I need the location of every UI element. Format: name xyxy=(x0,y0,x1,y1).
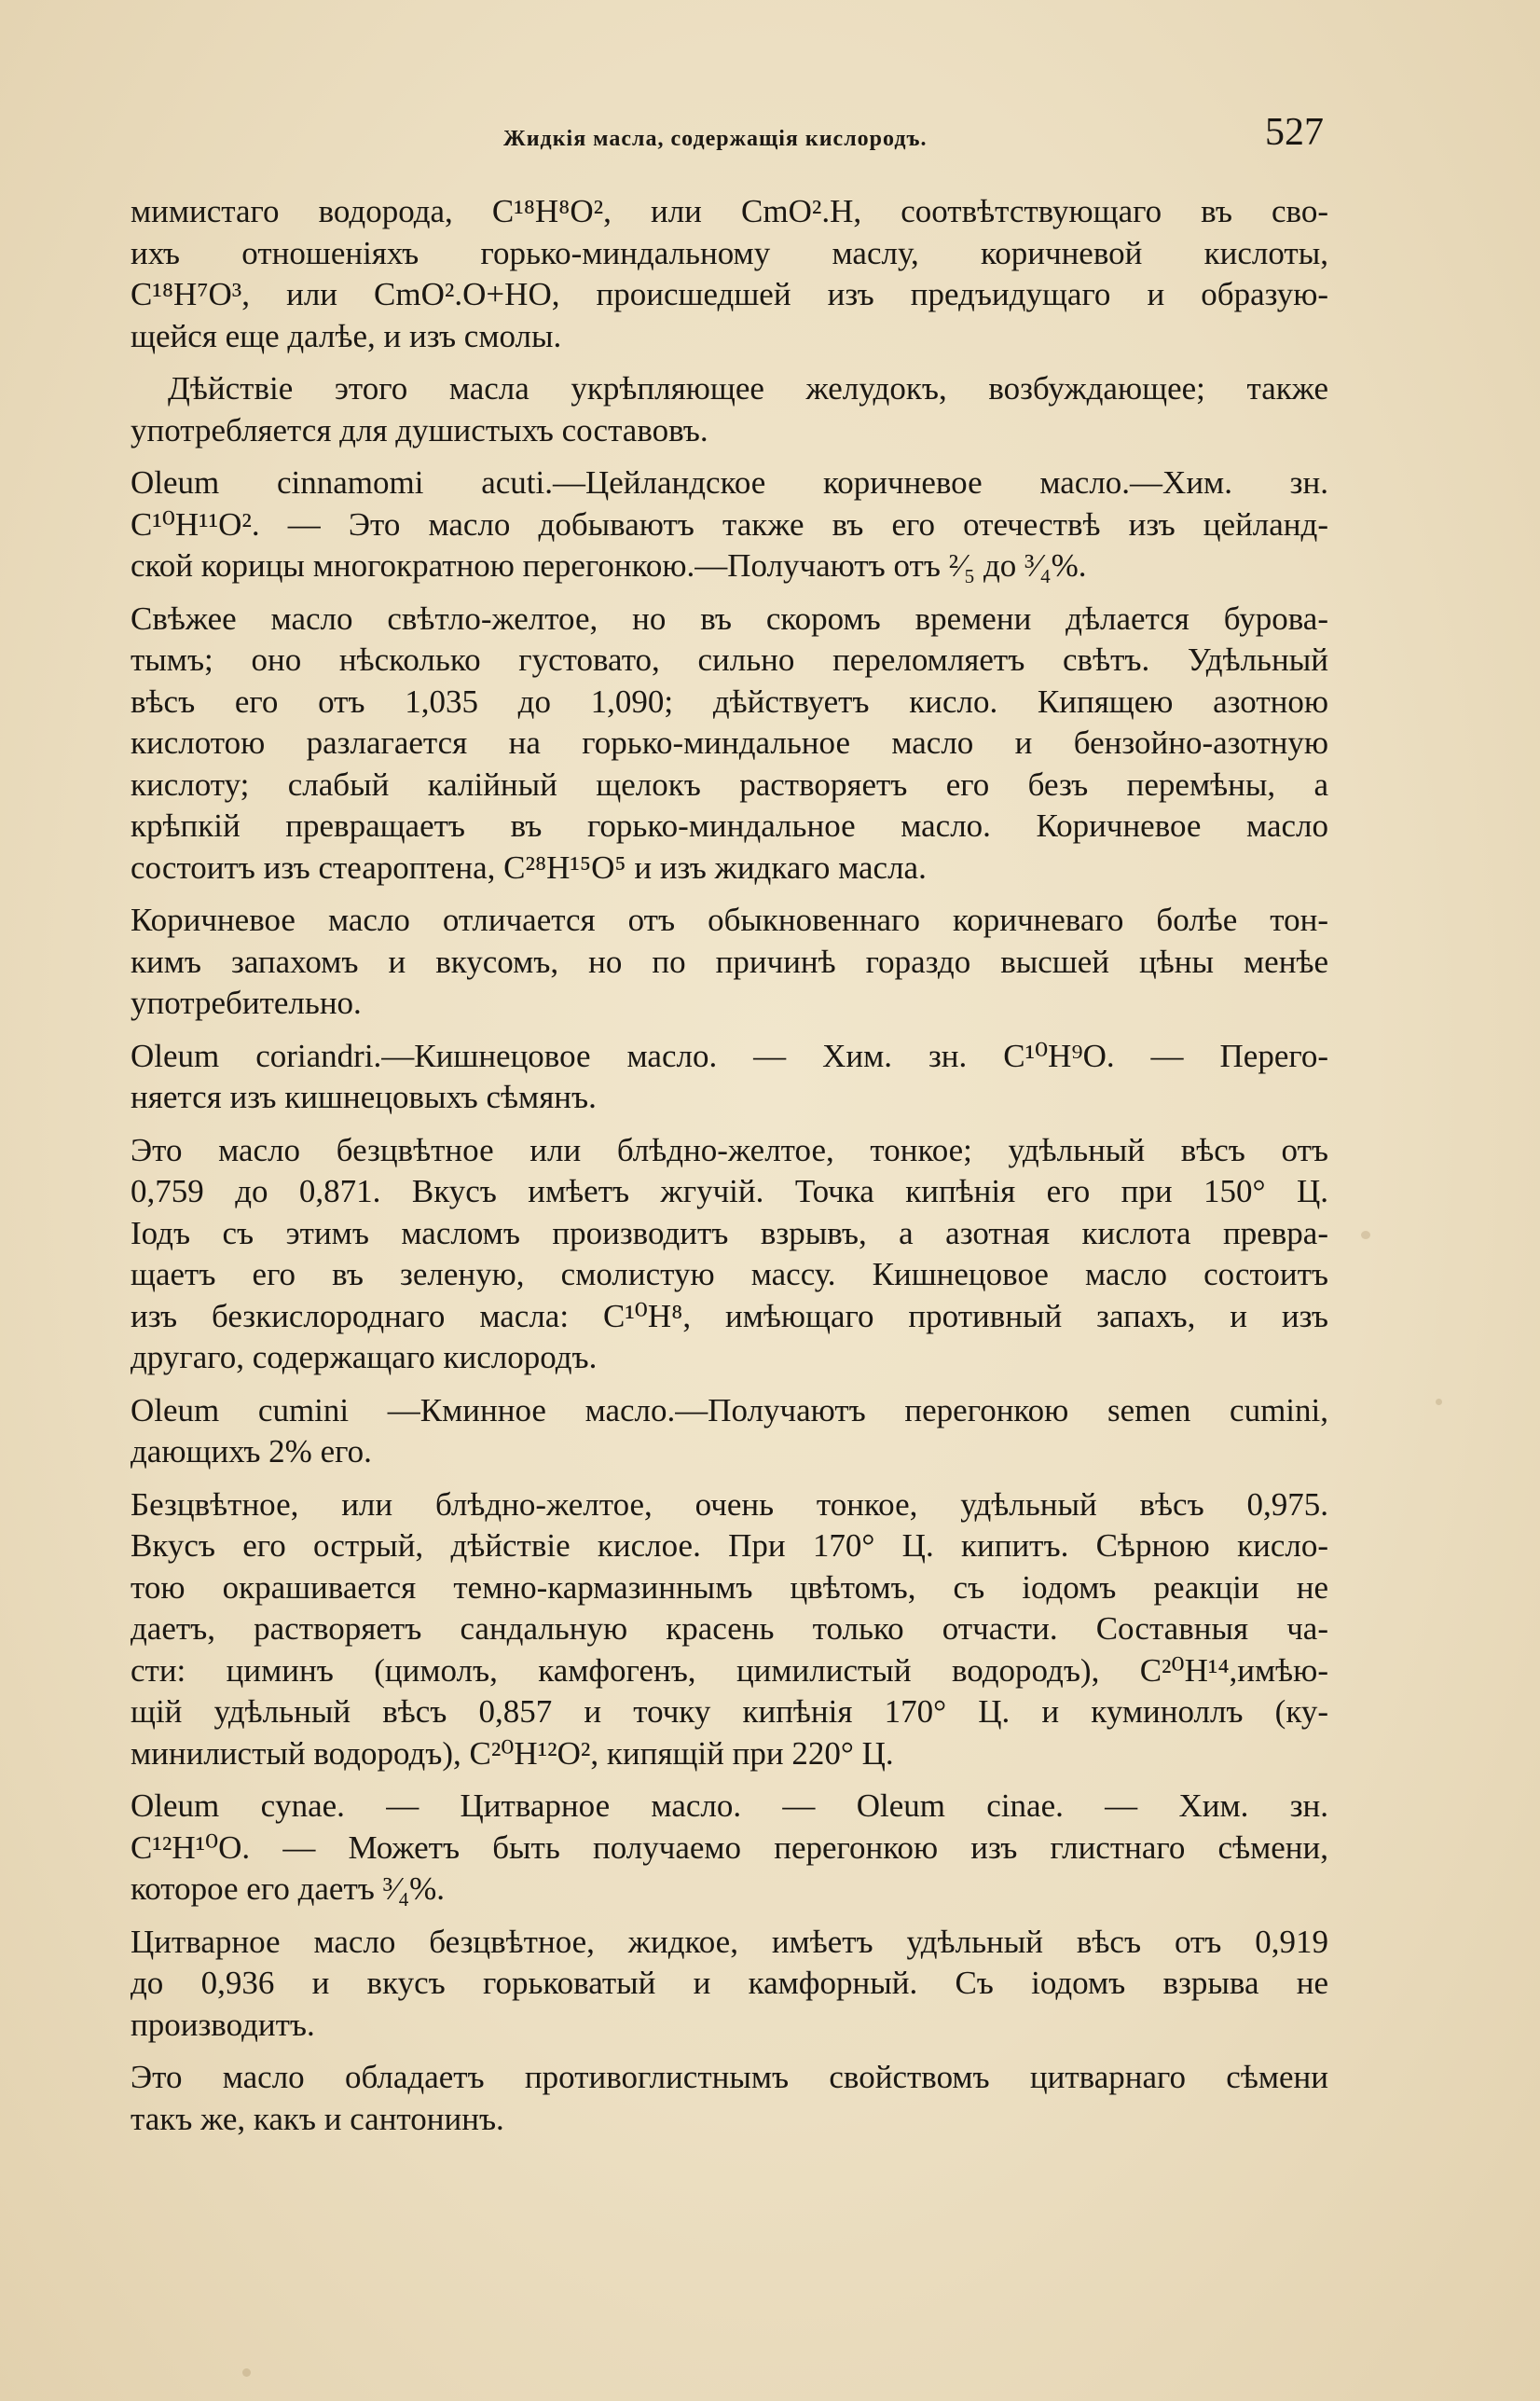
text-line: C¹⁸H⁷O³, или CmO².O+HO, происшедшей изъ предъидущаго и образую- xyxy=(131,276,1328,312)
paragraph-4 xyxy=(131,599,1328,890)
text-line: до 0,936 и вкусъ горьковатый и камфорный. Съ іодомъ взрыва не xyxy=(131,1965,1328,2001)
text-line: такъ же, какъ и сантонинъ. xyxy=(131,2100,504,2137)
paper-stain xyxy=(1436,1399,1442,1405)
text-line: кимъ запахомъ и вкусомъ, но по причинѣ гораздо высшей цѣны менѣе xyxy=(131,943,1328,980)
text-line: изъ безкислороднаго масла: C¹⁰H⁸, имѣющаго противный запахъ, и изъ xyxy=(131,1297,1328,1334)
paragraph-7 xyxy=(131,1130,1328,1379)
entry-oleum-cumini xyxy=(131,1390,1328,1473)
entry-oleum-coriandri xyxy=(131,1036,1328,1119)
text-line: C¹⁰H¹¹O². — Это масло добываютъ также въ его отечествѣ изъ цейланд- xyxy=(131,505,1328,543)
text-line: Безцвѣтное, или блѣдно-желтое, очень тонкое, удѣльный вѣсъ 0,975. xyxy=(131,1485,1328,1523)
text-line: Іодъ съ этимъ масломъ производитъ взрывъ, а азотная кислота превра- xyxy=(131,1214,1328,1251)
text-line: употребляется для душистыхъ составовъ. xyxy=(131,411,708,448)
paragraph-2 xyxy=(131,368,1328,451)
text-line: даетъ, растворяетъ сандальную красень только отчасти. Составныя ча- xyxy=(131,1610,1328,1647)
text-line: 0,759 до 0,871. Вкусъ имѣетъ жгучій. Точка кипѣнія его при 150° Ц. xyxy=(131,1173,1328,1209)
paragraph-9 xyxy=(131,1484,1328,1775)
text-line: крѣпкій превращаетъ въ горько-миндальное масло. Коричневое масло xyxy=(131,807,1328,844)
text-line: Это масло обладаетъ противоглистнымъ свойствомъ цитварнаго сѣмени xyxy=(131,2059,1328,2095)
paper-stain xyxy=(1361,1231,1370,1239)
text-line: другаго, содержащаго кислородъ. xyxy=(131,1339,598,1375)
text-line: минилистый водородъ), C²⁰H¹²O², кипящій при 220° Ц. xyxy=(131,1734,894,1772)
text-line: которое его даетъ ³⁄₄%. xyxy=(131,1870,446,1907)
text-line: Дѣйствіе этого масла укрѣпляющее желудокъ, возбуждающее; также xyxy=(168,370,1328,407)
text-line: употребительно. xyxy=(131,985,362,1021)
text-line: щій удѣльный вѣсъ 0,857 и точку кипѣнія 170° Ц. и куминоллъ (ку- xyxy=(131,1693,1328,1730)
text-line: Коричневое масло отличается отъ обыкновеннаго коричневаго болѣе тон- xyxy=(131,902,1328,938)
entry-oleum-cynae xyxy=(131,1786,1328,1911)
paragraph-11 xyxy=(131,1922,1328,2047)
entry-heading-line: Oleum cinnamomi acuti.—Цейландское коричневое масло.—Хим. зн. xyxy=(131,464,1328,501)
text-line: дающихъ 2% его. xyxy=(131,1433,372,1470)
text-line: Свѣжее масло свѣтло-желтое, но въ скоромъ времени дѣлается бурова- xyxy=(131,600,1328,637)
body-text xyxy=(131,191,1328,2151)
paragraph-12 xyxy=(131,2057,1328,2140)
text-line: щаетъ его въ зеленую, смолистую массу. Кишнецовое масло состоитъ xyxy=(131,1256,1328,1292)
text-line: производитъ. xyxy=(131,2006,315,2043)
paragraph-5 xyxy=(131,900,1328,1025)
text-line: Это масло безцвѣтное или блѣдно-желтое, тонкое; удѣльный вѣсъ отъ xyxy=(131,1131,1328,1168)
text-line: няется изъ кишнецовыхъ сѣмянъ. xyxy=(131,1079,597,1115)
entry-oleum-cinnamomi xyxy=(131,462,1328,587)
text-line: Вкусъ его острый, дѣйствіе кислое. При 170° Ц. кипитъ. Сѣрною кисло- xyxy=(131,1527,1328,1564)
entry-heading-line: Oleum cumini —Кминное масло.—Получаютъ перегонкою semen cumini, xyxy=(131,1391,1328,1428)
text-line: щейся еще далѣе, и изъ смолы. xyxy=(131,317,562,354)
text-line: сти: циминъ (цимолъ, камфогенъ, цимилистый водородъ), C²⁰H¹⁴,имѣю- xyxy=(131,1651,1328,1689)
text-line: кислотою разлагается на горько-миндальное масло и бензойно-азотную xyxy=(131,724,1328,761)
text-line: ской корицы многократною перегонкою.—Получаютъ отъ ²⁄₅ до ³⁄₄%. xyxy=(131,547,1087,584)
text-line: кислоту; слабый калійный щелокъ растворяетъ его безъ перемѣны, а xyxy=(131,766,1328,803)
paragraph-1 xyxy=(131,191,1328,357)
entry-heading-line: Oleum cynae. — Цитварное масло. — Oleum cinae. — Хим. зн. xyxy=(131,1787,1328,1824)
text-line: ихъ отношеніяхъ горько-миндальному маслу, коричневой кислоты, xyxy=(131,234,1328,271)
running-title: Жидкія масла, содержащія кислородъ. xyxy=(503,127,928,151)
page-header xyxy=(131,110,1324,166)
text-line: Цитварное масло безцвѣтное, жидкое, имѣетъ удѣльный вѣсъ отъ 0,919 xyxy=(131,1923,1328,1960)
text-line: C¹²H¹⁰O. — Можетъ быть получаемо перегонкою изъ глистнаго сѣмени, xyxy=(131,1828,1328,1866)
paper-stain xyxy=(242,2368,251,2377)
text-line: тою окрашивается темно-кармазиннымъ цвѣтомъ, съ іодомъ реакціи не xyxy=(131,1568,1328,1606)
text-line: тымъ; оно нѣсколько густовато, сильно переломляетъ свѣтъ. Удѣльный xyxy=(131,642,1328,678)
page-number: 527 xyxy=(1265,111,1324,154)
entry-heading-line: Oleum coriandri.—Кишнецовое масло. — Хим. зн. C¹⁰H⁹O. — Перего- xyxy=(131,1037,1328,1074)
text-line: состоитъ изъ стеароптена, C²⁸H¹⁵O⁵ и изъ жидкаго масла. xyxy=(131,849,927,886)
text-line: мимистаго водорода, C¹⁸H⁸O², или CmO².H, соотвѣтствующаго въ сво- xyxy=(131,193,1328,229)
text-line: вѣсъ его отъ 1,035 до 1,090; дѣйствуетъ кисло. Кипящею азотною xyxy=(131,683,1328,720)
